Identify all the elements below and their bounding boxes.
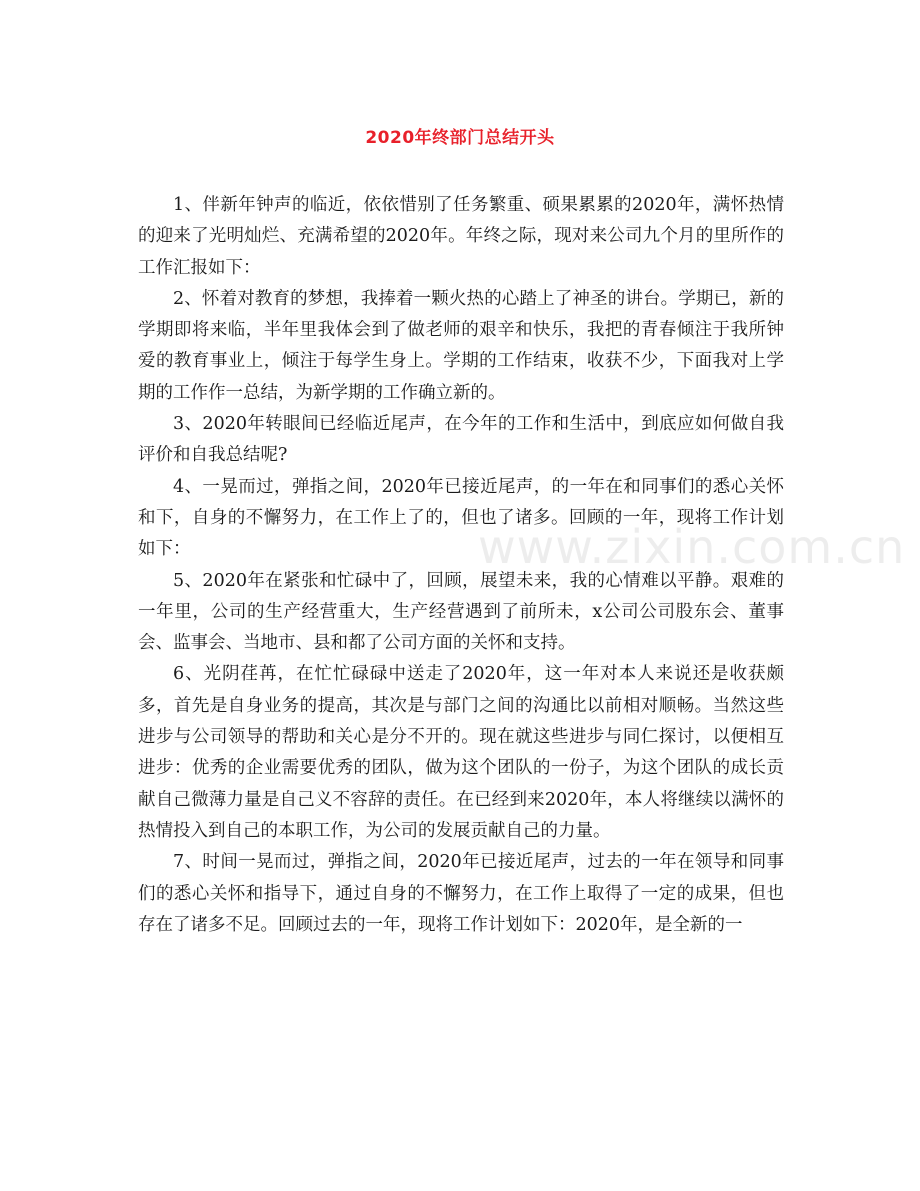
watermark-text: www.zixin.com.cn xyxy=(478,520,906,574)
document-body xyxy=(138,190,784,941)
paragraph-5: 5、2020年在紧张和忙碌中了，回顾，展望未来，我的心情难以平静。艰难的一年里，公司的生产经营重大，生产经营遇到了前所未，x公司公司股东会、董事会、监事会、当地市、县和都了公司方面的关怀和支持。 xyxy=(138,570,784,654)
paragraph-7: 7、时间一晃而过，弹指之间，2020年已接近尾声，过去的一年在领导和同事们的悉心关怀和指导下，通过自身的不懈努力，在工作上取得了一定的成果，但也存在了诸多不足。回顾过去的一年，现将工作计划如下：2020年，是全新的一 xyxy=(138,852,784,935)
page-title: 2020年终部门总结开头 xyxy=(365,128,555,148)
paragraph-2: 2、怀着对教育的梦想，我捧着一颗火热的心踏上了神圣的讲台。学期已，新的学期即将来临，半年里我体会到了做老师的艰辛和快乐，我把的青春倾注于我所钟爱的教育事业上，倾注于每学生身上。学期的工作结束，收获不少，下面我对上学期的工作作一总结，为新学期的工作确立新的。 xyxy=(138,288,784,403)
paragraph-3: 3、2020年转眼间已经临近尾声，在今年的工作和生活中，到底应如何做自我评价和自我总结呢? xyxy=(138,414,784,466)
paragraph-6: 6、光阴荏苒，在忙忙碌碌中送走了2020年，这一年对本人来说还是收获颇多，首先是自身业务的提高，其次是与部门之间的沟通比以前相对顺畅。当然这些进步与公司领导的帮助和关心是分不开的。现在就这些进步与同仁探讨，以便相互进步：优秀的企业需要优秀的团队，做为这个团队的一份子，为这个团队的成长贡献自己微薄力量是自己义不容辞的责任。在已经到来2020年，本人将继续以满怀的热情投入到自己的本职工作，为公司的发展贡献自己的力量。 xyxy=(138,664,784,841)
paragraph-1: 1、伴新年钟声的临近，依依惜别了任务繁重、硕果累累的2020年，满怀热情的迎来了光明灿烂、充满希望的2020年。年终之际，现对来公司九个月的里所作的工作汇报如下： xyxy=(138,195,784,278)
paragraph-4: 4、一晃而过，弹指之间，2020年已接近尾声，的一年在和同事们的悉心关怀和下，自身的不懈努力，在工作上了的，但也了诸多。回顾的一年，现将工作计划如下： xyxy=(138,476,784,560)
